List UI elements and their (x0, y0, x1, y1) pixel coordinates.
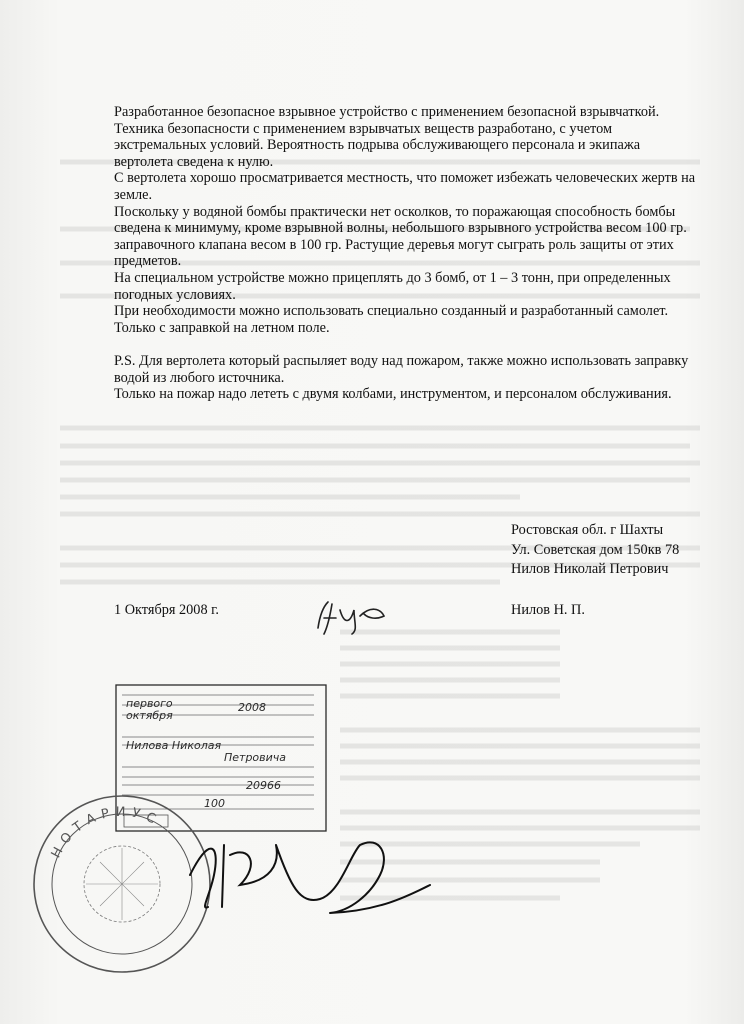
paragraph: Поскольку у водяной бомбы практически нет осколков, то поражающая способность бомбы сведена к минимуму, кроме взрывной волны, небольшого взрывного устройства весом 100 гр. заправочного клапана весом в 100 гр. Растущие деревья могут сыграть роль защиты от этих предметов. (114, 203, 687, 270)
document-body (114, 104, 702, 403)
paragraph: На специальном устройстве можно прицеплять до 3 бомб, от 1 – 3 тонн, при определенных погодных условиях. (114, 269, 671, 303)
author-name: Нилов Николай Петрович (511, 561, 669, 577)
handwritten-day: первого (126, 697, 173, 710)
svg-text:НОТАРИУС (49, 805, 164, 861)
ps-paragraph: P.S. Для вертолета который распыляет воду над пожаром, также можно использовать заправку водой из любого источника. (114, 352, 689, 386)
paragraph: Разработанное безопасное взрывное устройство с применением безопасной взрывчаткой. Техника безопасности с применением взрывчатых веществ разработано, с учетом экстремальных условий. Вероятность подрыва обслуживающего персонала и экипажа вертолета сведена к нулю. (114, 104, 660, 170)
author-signature (310, 596, 390, 638)
document-date: 1 Октября 2008 г. (114, 602, 220, 618)
ps-paragraph: Только на пожар надо лететь с двумя колбами, инструментом, и персоналом обслуживания. (114, 386, 672, 403)
registry-number: 20966 (246, 779, 281, 792)
handwritten-month: октября (126, 709, 173, 722)
address-line: Ростовская обл. г Шахты (511, 522, 664, 538)
notary-signature (180, 815, 440, 925)
address-block (511, 521, 679, 580)
address-line: Ул. Советская дом 150кв 78 (511, 541, 680, 558)
paragraph: С вертолета хорошо просматривается местность, что поможет избежать человеческих жертв на земле. (114, 170, 696, 203)
paragraph: При необходимости можно использовать специально созданный и разработанный самолет. Только с заправкой на летном поле. (114, 303, 669, 336)
handwritten-patronymic: Петровича (224, 751, 287, 764)
handwritten-year: 2008 (238, 701, 266, 714)
notary-fee: 100 (204, 797, 225, 810)
seal-text: НОТАРИУС (48, 804, 164, 861)
handwritten-name: Нилова Николая (126, 739, 222, 752)
signer-name: Нилов Н. П. (511, 602, 585, 618)
